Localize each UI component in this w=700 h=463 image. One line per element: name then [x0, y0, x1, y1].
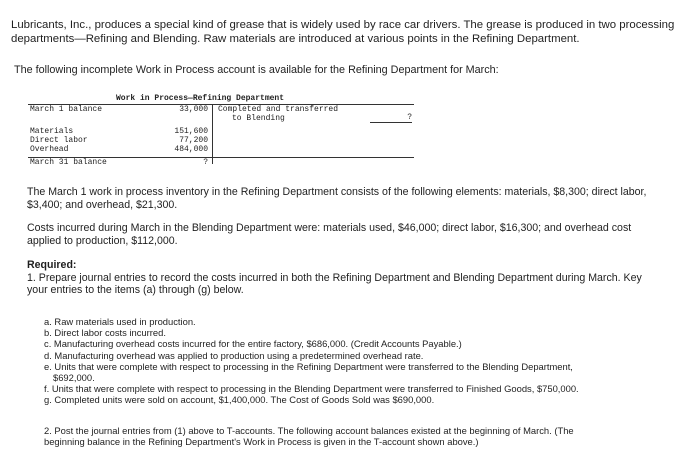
- debit-label: Direct labor: [30, 136, 88, 145]
- ending-balance-amount: ?: [203, 158, 208, 167]
- post-line: 2. Post the journal entries from (1) above to T-accounts. The following account balances existed at the beginning of March. (The: [44, 425, 574, 436]
- intro-paragraph: [11, 18, 691, 46]
- post-instructions: [44, 425, 644, 447]
- t-account-title: Work in Process—Refining Department: [116, 94, 285, 103]
- t-account-divider: [212, 104, 213, 164]
- debit-amount: 77,200: [179, 136, 208, 145]
- paragraph-line: Costs incurred during March in the Blending Department were: materials used, $46,000; direct labor, $16,300; and overhead cost: [27, 222, 632, 234]
- required-line: your entries to the items (a) through (g) below.: [27, 284, 244, 296]
- required-section: [27, 259, 667, 297]
- credit-amount: ?: [370, 113, 412, 123]
- intro-line: Lubricants, Inc., produces a special kind of grease that is widely used by race car drivers. The grease is produced in two processing: [11, 19, 675, 31]
- debit-amount: 151,600: [174, 127, 208, 136]
- list-item: a. Raw materials used in production.: [44, 316, 196, 327]
- ending-balance-label: March 31 balance: [30, 158, 107, 167]
- paragraph-line: The March 1 work in process inventory in the Refining Department consists of the following elements: materials, $8,300; direct labor,: [27, 186, 647, 198]
- lead-text: The following incomplete Work in Process account is available for the Refining Department for March:: [14, 64, 499, 76]
- credit-label: Completed and transferred: [218, 105, 339, 114]
- list-item: g. Completed units were sold on account, $1,400,000. The Cost of Goods Sold was $690,000.: [44, 394, 435, 406]
- refining-wip-paragraph: [27, 186, 667, 211]
- list-item: f. Units that were complete with respect to processing in the Blending Department were transferred to Finished Goods, $750,000.: [44, 383, 579, 395]
- items-list: [44, 316, 644, 406]
- list-item: c. Manufacturing overhead costs incurred for the entire factory, $686,000. (Credit Accounts Payable.): [44, 338, 462, 350]
- paragraph-line: applied to production, $112,000.: [27, 234, 178, 247]
- debit-label: Materials: [30, 127, 74, 136]
- list-item: e. Units that were complete with respect to processing in the Refining Department were transferred to the Blending Department,: [44, 360, 573, 372]
- list-item: d. Manufacturing overhead was applied to production using a predetermined overhead rate.: [44, 349, 424, 361]
- intro-line: departments—Refining and Blending. Raw materials are introduced at various points in the Refining Department.: [11, 33, 580, 45]
- t-account-refining: [28, 94, 414, 172]
- list-item: b. Direct labor costs incurred.: [44, 327, 166, 339]
- debit-label: Overhead: [30, 145, 69, 154]
- paragraph-line: $3,400; and overhead, $21,300.: [27, 198, 178, 211]
- debit-label: March 1 balance: [30, 105, 103, 114]
- required-heading: Required:: [27, 259, 77, 271]
- debit-amount: 484,000: [174, 145, 208, 154]
- credit-label-cont: to Blending: [232, 114, 285, 123]
- list-item-continuation: $692,000.: [53, 372, 95, 384]
- blending-costs-paragraph: [27, 222, 667, 247]
- post-line: beginning balance in the Refining Department's Work in Process is given in the T-account shown above.): [44, 436, 479, 448]
- required-line: 1. Prepare journal entries to record the costs incurred in both the Refining Department and Blending Department during March. Key: [27, 271, 642, 284]
- debit-amount: 33,000: [179, 105, 208, 114]
